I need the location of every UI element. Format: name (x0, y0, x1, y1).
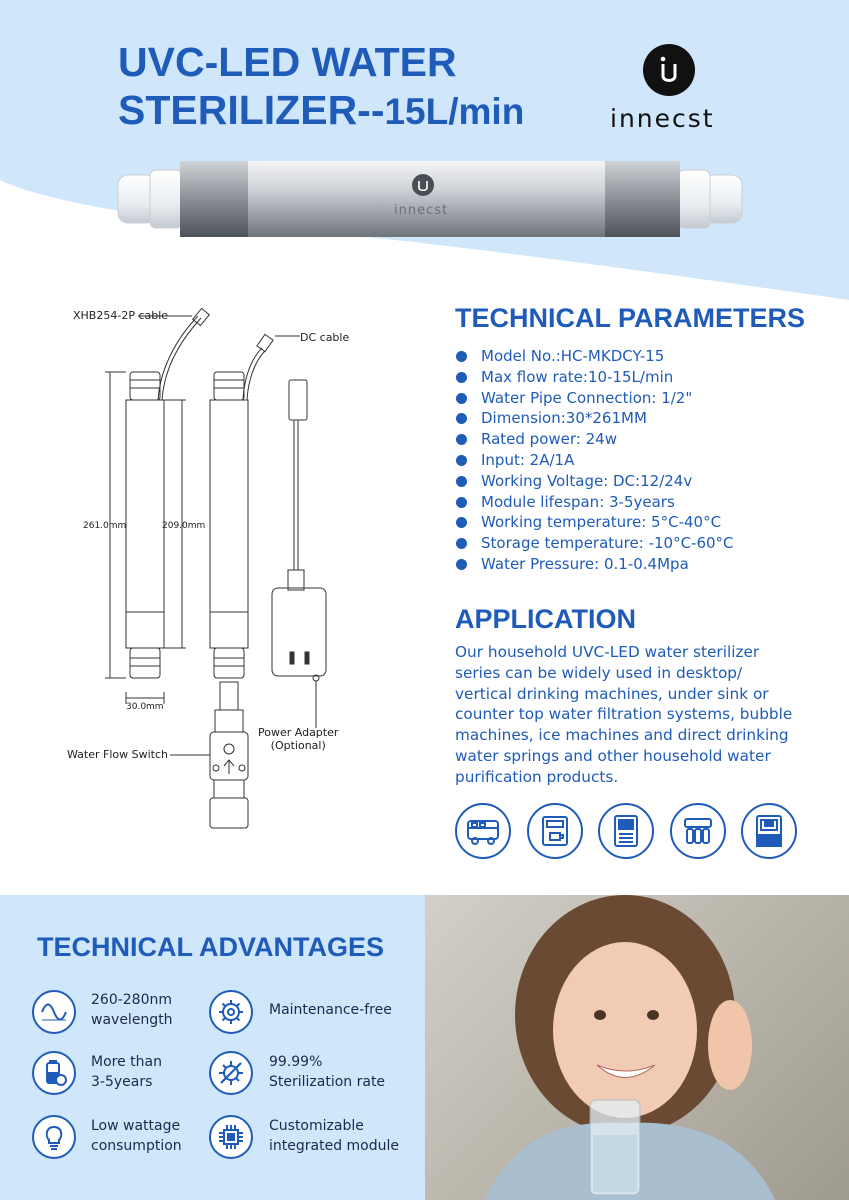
ice-machine-icon (741, 803, 797, 859)
page-title (118, 38, 524, 136)
power-adapter-drawing (272, 380, 326, 728)
adapter-label (258, 726, 338, 752)
advantage-line2: wavelength (91, 1012, 173, 1028)
dim-width-label: 30.0mm (126, 702, 164, 712)
dc-cable-label: DC cable (300, 331, 350, 344)
param-item: Dimension:30*261MM (455, 408, 734, 429)
advantage-line1: 99.99% (269, 1054, 323, 1070)
advantage-line2: 3-5years (91, 1074, 153, 1090)
battery-icon (32, 1051, 76, 1095)
param-item: Water Pressure: 0.1-0.4Mpa (455, 554, 734, 575)
advantage-module (269, 1116, 419, 1156)
rv-icon (455, 803, 511, 859)
sterilizer-left-drawing (126, 308, 209, 678)
param-item: Water Pipe Connection: 1/2" (455, 388, 734, 409)
advantage-line2: Sterilization rate (269, 1074, 386, 1090)
flow-switch-drawing (170, 682, 248, 828)
flow-switch-label: Water Flow Switch (67, 748, 168, 761)
dim-total-label: 261.0mm (83, 521, 127, 531)
advantage-line1: More than (91, 1054, 162, 1070)
brand-wordmark: innecst (610, 104, 715, 133)
adapter-label-line1: Power Adapter (258, 726, 339, 739)
param-item: Storage temperature: -10°C-60°C (455, 533, 734, 554)
gear-icon (209, 990, 253, 1034)
water-dispenser-icon (598, 803, 654, 859)
child-photo (425, 895, 849, 1200)
param-item: Working temperature: 5°C-40°C (455, 512, 734, 533)
germ-icon (209, 1051, 253, 1095)
param-item: Module lifespan: 3-5years (455, 492, 734, 513)
lightbulb-icon (32, 1115, 76, 1159)
param-item: Model No.:HC-MKDCY-15 (455, 346, 734, 367)
application-text: Our household UVC-LED water sterilizer series can be widely used in desktop/ vertical drinking machines, under sink or counter top water filtration systems, bubble machines, ice machines and direct drinking water springs and other household water purification products. (455, 643, 793, 786)
product-brand-text: innecst (394, 203, 449, 218)
advantage-line1: Maintenance-free (269, 1002, 392, 1018)
param-item: Working Voltage: DC:12/24v (455, 471, 734, 492)
brand-logo (643, 44, 695, 96)
advantage-sterilization (269, 1052, 419, 1092)
cable-label: XHB254-2P cable (73, 309, 169, 322)
params-heading: TECHNICAL PARAMETERS (455, 303, 806, 333)
advantages-heading: TECHNICAL ADVANTAGES (37, 932, 385, 962)
param-item: Input: 2A/1A (455, 450, 734, 471)
title-line-2: STERILIZER-- (118, 87, 385, 133)
advantage-line1: Customizable (269, 1118, 364, 1134)
title-line-1: UVC-LED WATER (118, 39, 457, 85)
advantage-line1: Low wattage (91, 1118, 181, 1134)
params-list (455, 346, 734, 575)
advantage-line2: consumption (91, 1138, 182, 1154)
adapter-label-line2: (Optional) (270, 739, 326, 752)
advantage-line2: integrated module (269, 1138, 399, 1154)
application-heading: APPLICATION (455, 604, 636, 634)
brand-logo-mark-icon (643, 44, 695, 96)
sterilizer-right-drawing (210, 334, 300, 678)
advantage-line1: 260-280nm (91, 992, 173, 1008)
param-item: Rated power: 24w (455, 429, 734, 450)
coffee-machine-icon (527, 803, 583, 859)
wave-icon (32, 990, 76, 1034)
dim-body-label: 209.0mm (162, 521, 206, 531)
filtration-system-icon (670, 803, 726, 859)
title-flow: 15L/min (384, 91, 525, 132)
param-item: Max flow rate:10-15L/min (455, 367, 734, 388)
advantage-maintenance (269, 1000, 419, 1020)
chip-icon (209, 1115, 253, 1159)
